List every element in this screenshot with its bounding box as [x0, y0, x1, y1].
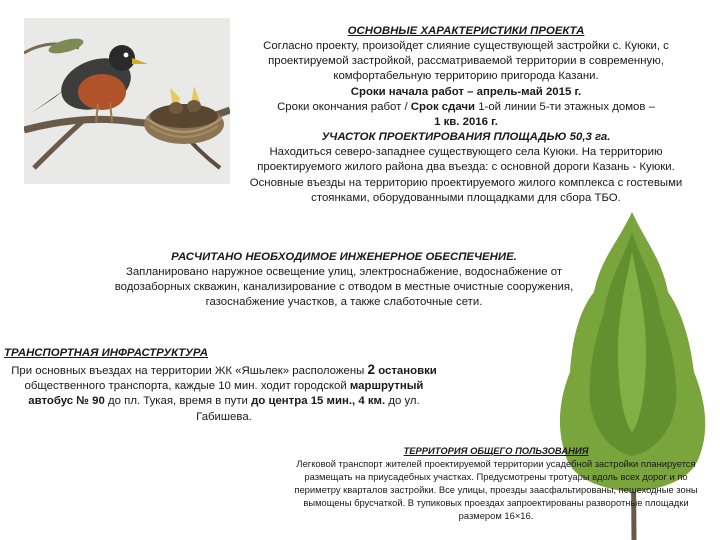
engineering-text: Запланировано наружное освещение улиц, электроснабжение, водоснабжение от водозаборных скважин, канализирование с отводом в местные очистные сооружения, газоснабжение участков, а также слаботочные сети.	[114, 266, 574, 309]
public-heading: ТЕРРИТОРИЯ ОБЩЕГО ПОЛЬЗОВАНИЯ	[403, 445, 589, 456]
start-dates: Сроки начала работ – апрель-май 2015 г.	[350, 85, 582, 98]
transport-text-3: общественного транспорта, каждые 10 мин. ходит городской	[24, 380, 347, 393]
public-text: Легковой транспорт жителей проектируемой территории усадебной застройки планируется размещать на приусадебных участках. Предусмотрены тротуары вдоль всех дорог и по периметру кварталов застройки. Все улицы, проезды заасфальтированы, пешеходные зоны вымощены брусчаткой. В тупиковых проездах запроектированы разворотные площадки размером 16×16.	[294, 457, 698, 521]
project-description: Согласно проекту, произойдет слияние существующей застройки с. Куюки, с проектируемой застройкой, рассматриваемой территории в современную, комфортабельную территорию пригорода Казани.	[263, 40, 669, 83]
end-date: 1 кв. 2016 г.	[434, 115, 498, 128]
project-characteristics-section	[236, 24, 696, 206]
end-bold: Срок сдачи	[410, 100, 476, 113]
transport-stops-count: 2	[367, 362, 376, 378]
engineering-section	[112, 250, 576, 311]
transport-text-5: до пл. Тукая, время в пути	[108, 395, 248, 408]
transport-text	[4, 361, 444, 425]
bird-nest-image	[24, 18, 230, 184]
public-territory-section	[286, 445, 706, 523]
plot-heading: УЧАСТОК ПРОЕКТИРОВАНИЯ ПЛОЩАДЬЮ 50,3 га.	[321, 131, 611, 144]
engineering-heading: РАСЧИТАНО НЕОБХОДИМОЕ ИНЖЕНЕРНОЕ ОБЕСПЕЧЕНИЕ.	[171, 251, 517, 263]
transport-section	[4, 346, 444, 425]
transport-text-1: При основных въездах на территории ЖК «Яшьлек» расположены	[11, 365, 365, 378]
transport-text-7: до ул. Габишева.	[196, 395, 420, 423]
project-heading: ОСНОВНЫЕ ХАРАКТЕРИСТИКИ ПРОЕКТА	[347, 25, 585, 37]
end-suffix: 1-ой линии 5-ти этажных домов –	[478, 100, 655, 113]
transport-heading: ТРАНСПОРТНАЯ ИНФРАСТРУКТУРА	[4, 347, 209, 359]
transport-center: до центра 15 мин., 4 км.	[251, 395, 386, 408]
plot-description: Находиться северо-западнее существующего села Куюки. На территорию проектируемого жилого района два въезда: с основной дороги Казань - Куюки. Основные въезды на территорию проектируемого жилого комплекса с гостевыми стоянками, оборудованными площадками для сбора ТБО.	[249, 146, 683, 204]
end-dates	[236, 100, 696, 130]
end-prefix: Сроки окончания работ /	[277, 100, 408, 113]
transport-bus: маршрутный автобус № 90	[28, 380, 424, 408]
transport-stops: остановки	[378, 365, 437, 378]
